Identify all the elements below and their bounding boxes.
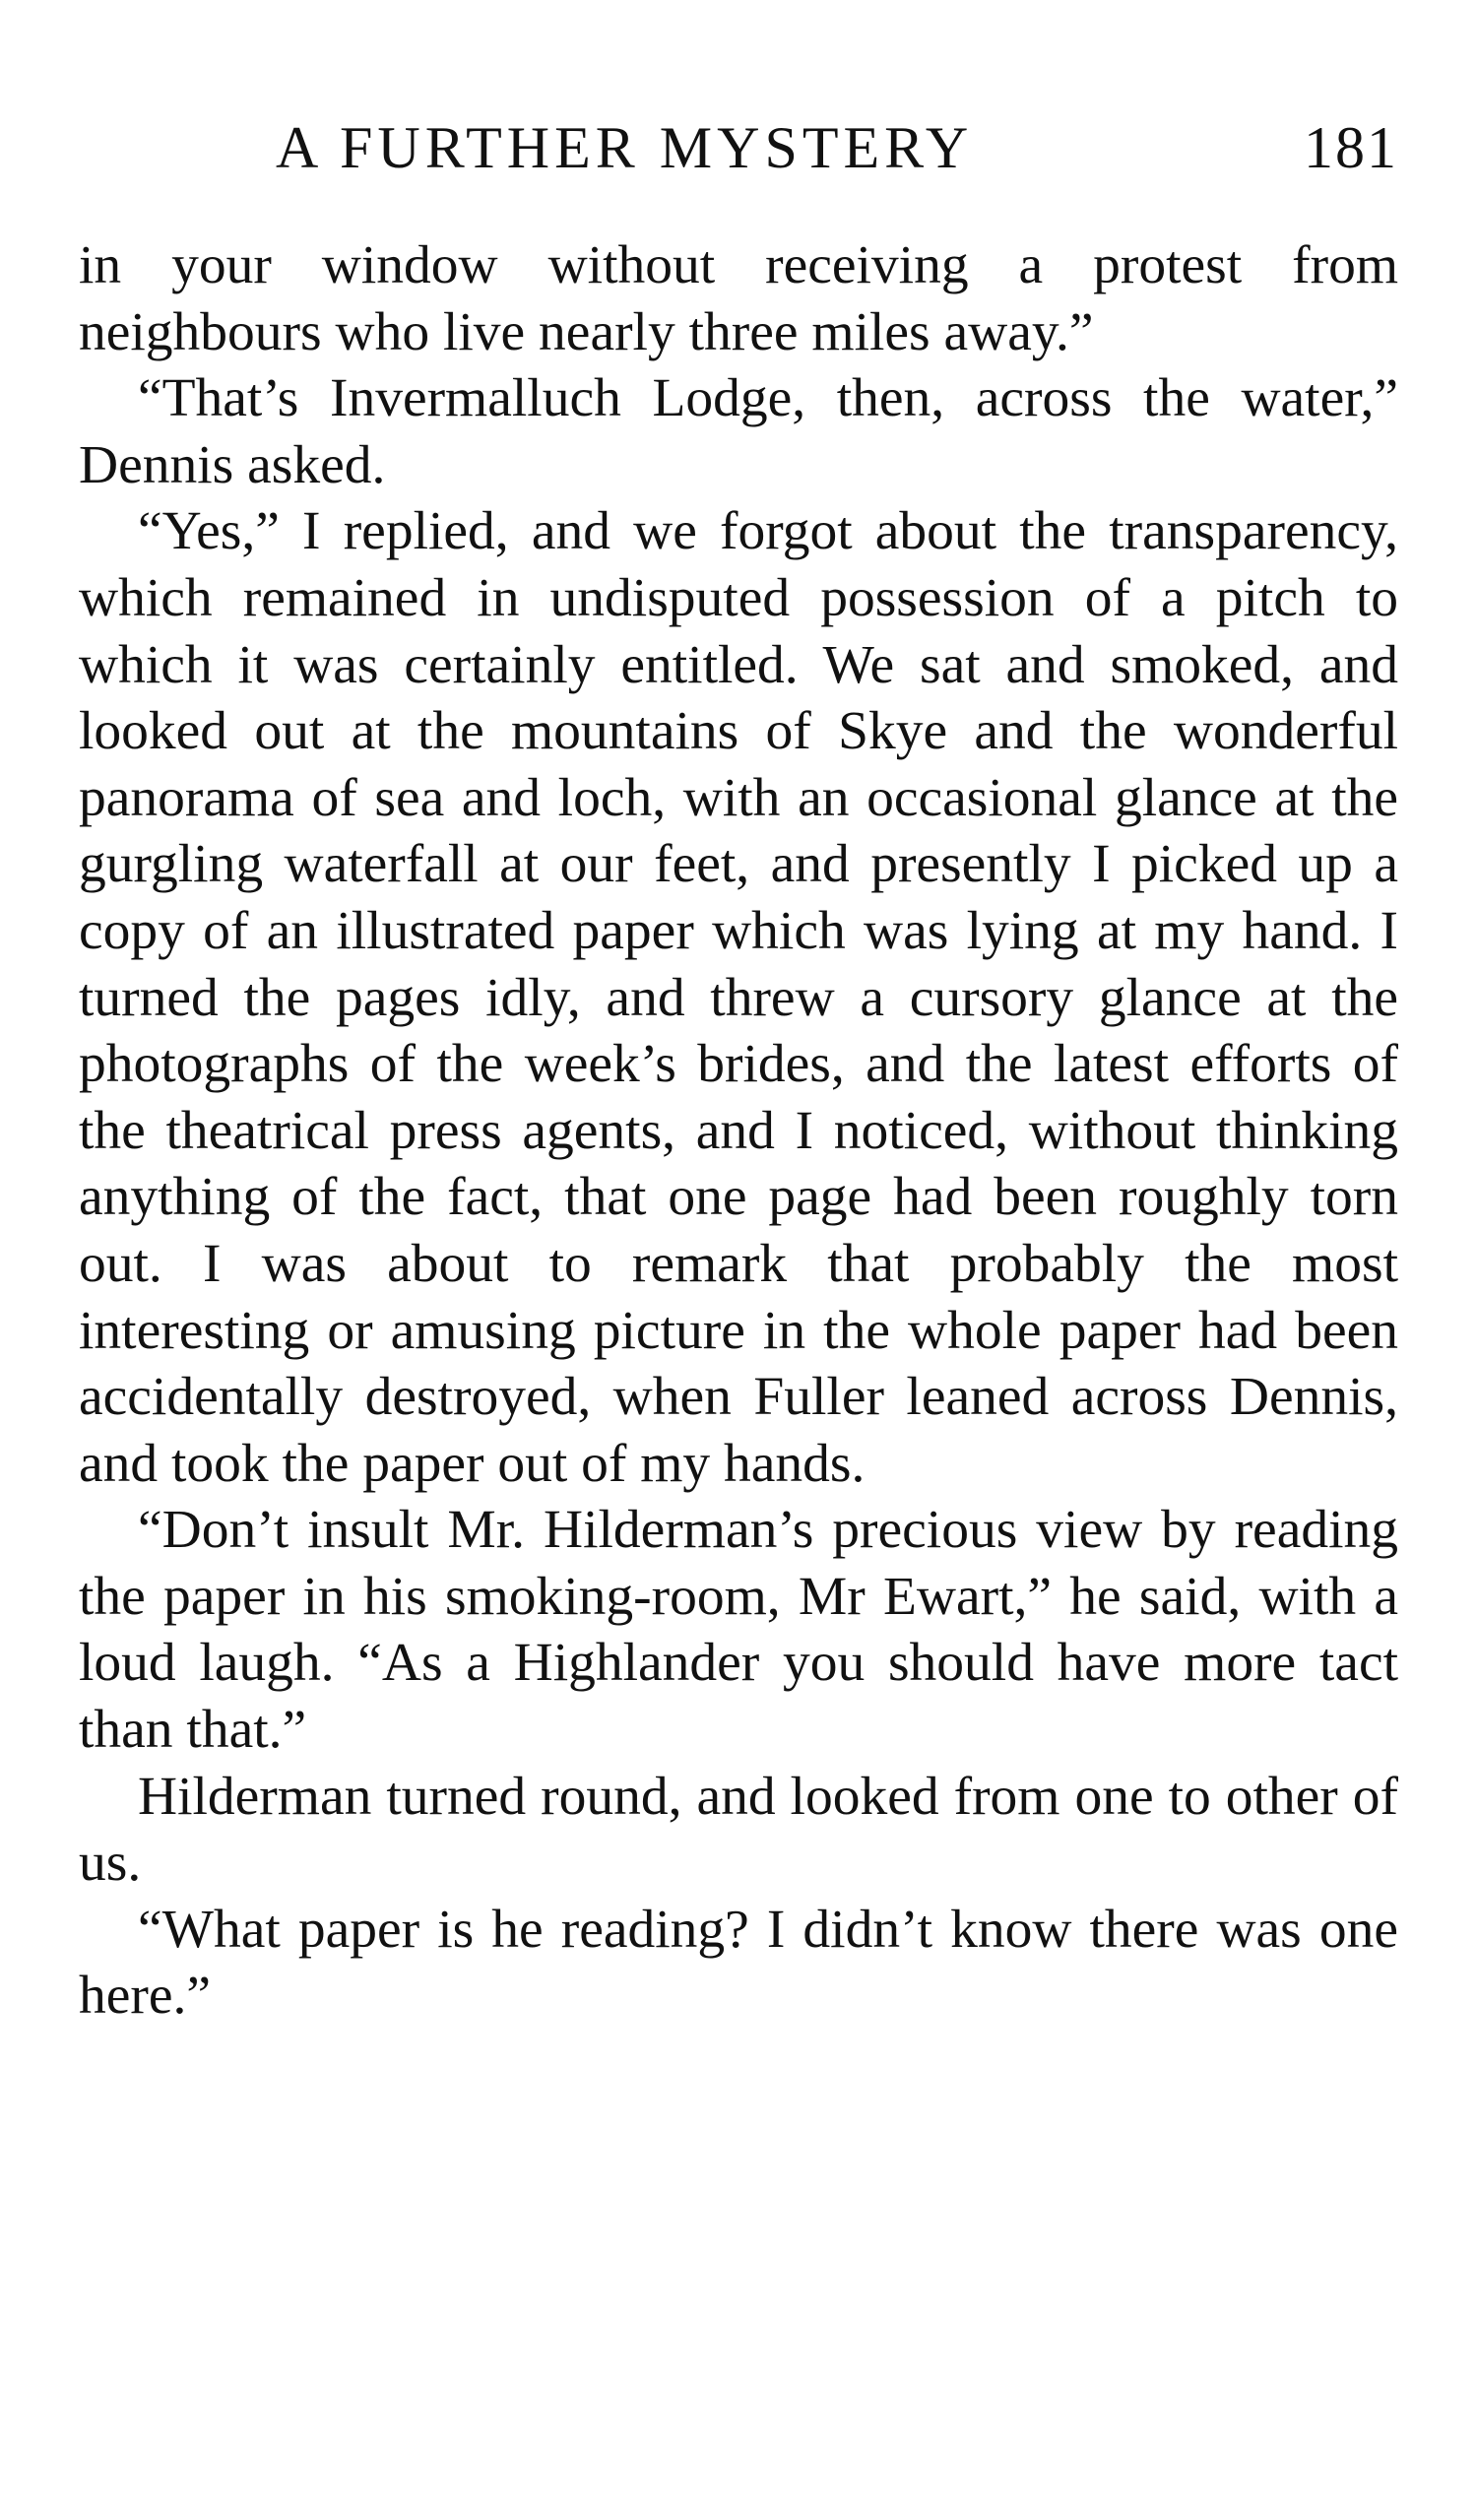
running-head xyxy=(79,108,1398,187)
body-text xyxy=(79,232,1398,2030)
paragraph-narration: “Yes,” I replied, and we forgot about the transparency, which remained in undisputed possession of a pitch to which it was certainly entitled. We sat and smoked, and looked out at the mountains of Skye and the wonderful panorama of sea and loch, with an occasional glance at the gurgling waterfall at our feet, and presently I picked up a copy of an illustrated paper which was lying at my hand. I turned the pages idly, and threw a cursory glance at the photographs of the week’s brides, and the latest efforts of the theatrical press agents, and I noticed, without thinking anything of the fact, that one page had been roughly torn out. I was about to remark that probably the most interesting or amusing picture in the whole paper had been accidentally destroyed, when Fuller leaned across Dennis, and took the paper out of my hands. xyxy=(79,501,1398,1494)
paragraph-hilderman-turns: Hilderman turned round, and looked from one to other of us. xyxy=(79,1766,1398,1894)
paragraph-dialogue-fuller: “Don’t insult Mr. Hilderman’s precious view by reading the paper in his smoking-room, Mr Ewart,” he said, with a loud laugh. “As a Highlander you should have more tact than that.” xyxy=(79,1500,1398,1761)
paragraph-dialogue-dennis: “That’s Invermalluch Lodge, then, across the water,” Dennis asked. xyxy=(79,368,1398,495)
page-number: 181 xyxy=(1304,115,1398,180)
paragraph-dialogue-hilderman: “What paper is he reading? I didn’t know there was one here.” xyxy=(79,1899,1398,2027)
chapter-title: A FURTHER MYSTERY xyxy=(276,115,974,180)
paragraph-continued: in your window without receiving a protest from neighbours who live nearly three miles away.” xyxy=(79,235,1398,362)
